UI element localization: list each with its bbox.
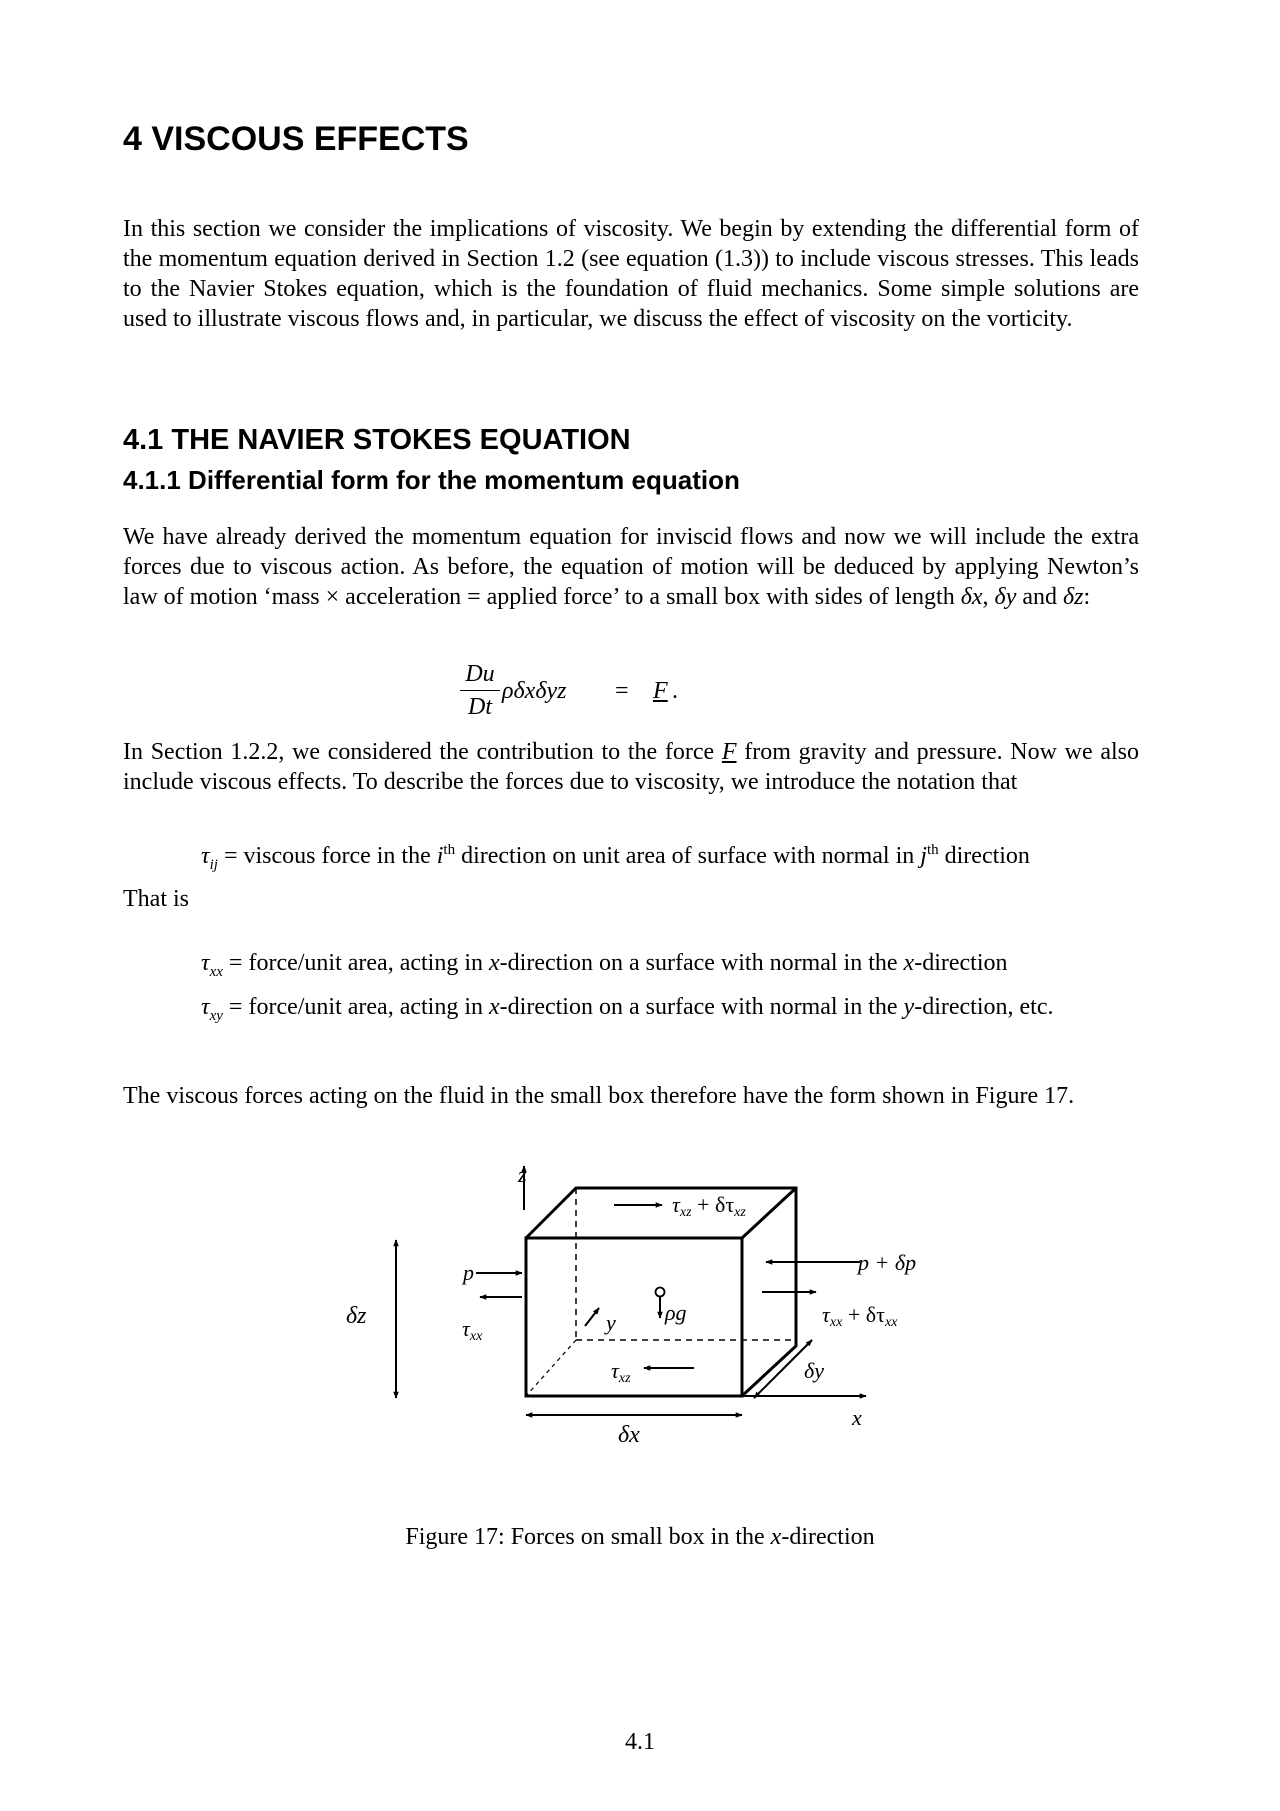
tau-subscript: xx xyxy=(829,1315,843,1330)
gravity-label: ρg xyxy=(665,1300,687,1325)
page-number: 4.1 xyxy=(625,1729,655,1755)
hidden-edge-diagonal xyxy=(526,1340,576,1396)
section-paragraph xyxy=(123,737,1139,797)
definition-text-1: = viscous force in the xyxy=(217,843,437,869)
example-tau-xy xyxy=(201,992,1053,1022)
momentum-text: We have already derived the momentum equation for inviscid flows and now we will include the extra forces due to viscous action. As before, the equation of motion will be deduced by applying Newton’s law of motion ‘mass × acceleration = applied force’ to a small box with sides of length xyxy=(123,524,1139,610)
tau-symbol: τ xyxy=(462,1316,470,1341)
eq-force: F xyxy=(653,678,668,704)
eq-equals: = xyxy=(615,678,629,704)
tau-symbol: τ xyxy=(201,994,210,1020)
increment-text: + δτ xyxy=(842,1302,885,1327)
fraction-bar xyxy=(460,690,500,691)
example-text-2: -direction on a surface with normal in the xyxy=(499,994,904,1020)
centre-of-mass-icon xyxy=(656,1288,665,1297)
bottom-shear-label xyxy=(611,1358,631,1386)
z-axis-label: z xyxy=(518,1162,527,1187)
box-drawing xyxy=(526,1188,796,1396)
box-front-face xyxy=(526,1238,742,1396)
tau-subscript: xy xyxy=(209,1007,223,1024)
caption-prefix: Figure 17: Forces on small box in the xyxy=(405,1524,771,1550)
momentum-equation xyxy=(460,660,720,726)
tau-symbol: τ xyxy=(201,950,210,976)
eq-numerator: Du xyxy=(465,661,495,687)
left-stress-label xyxy=(462,1316,483,1344)
separator: , xyxy=(982,584,995,610)
dz-label: δz xyxy=(346,1303,367,1329)
superscript-th: th xyxy=(443,842,456,858)
tau-subscript: xz xyxy=(734,1205,746,1220)
eq-denominator: Dt xyxy=(468,694,492,720)
variable: y xyxy=(903,994,915,1020)
tau-symbol: τ xyxy=(672,1192,680,1217)
variable: x xyxy=(489,950,500,976)
subsection-heading: 4.1.1 Differential form for the momentum equation xyxy=(123,465,740,495)
tau-symbol: τ xyxy=(822,1302,830,1327)
delta-y: δy xyxy=(994,584,1017,610)
figure-caption xyxy=(0,1524,1280,1551)
left-pressure-label: p xyxy=(463,1260,474,1285)
force-symbol: F xyxy=(721,739,737,765)
example-text-3: -direction, etc. xyxy=(914,994,1054,1020)
example-text-3: -direction xyxy=(914,950,1008,976)
right-pressure-label: p + δp xyxy=(858,1250,917,1275)
section-text-1: In Section 1.2.2, we considered the contribution to the force xyxy=(123,739,722,765)
that-is-label: That is xyxy=(123,886,189,912)
index-i: i xyxy=(436,843,444,869)
box-back-edges xyxy=(526,1188,796,1396)
section-heading: 4.1 THE NAVIER STOKES EQUATION xyxy=(123,424,631,456)
material-derivative-fraction xyxy=(460,660,500,721)
increment-text: + δτ xyxy=(691,1192,735,1217)
tau-symbol: τ xyxy=(201,843,210,869)
tau-subscript: xz xyxy=(679,1205,692,1220)
definition-text-3: direction xyxy=(938,843,1030,869)
example-tau-xx xyxy=(201,948,1008,978)
example-text-1: = force/unit area, acting in xyxy=(222,950,490,976)
variable: x xyxy=(489,994,500,1020)
index-j: j xyxy=(920,843,927,869)
right-stress-label xyxy=(822,1302,898,1330)
intro-paragraph: In this section we consider the implications of viscosity. We begin by extending the differential form of the momentum equation derived in Section 1.2 (see equation (1.3)) to include viscous stresses. This leads to the Navier Stokes equation, which is the foundation of fluid mechanics. Some simple solutions are used to illustrate viscous flows and, in particular, we discuss the effect of viscosity on the vorticity. xyxy=(123,216,1139,332)
example-text-2: -direction on a surface with normal in the xyxy=(499,950,904,976)
momentum-paragraph xyxy=(123,522,1139,612)
eq-mass-term: ρδxδyz xyxy=(502,678,567,704)
box-top-right-edge xyxy=(742,1188,796,1238)
tau-subscript: xx xyxy=(209,963,223,980)
delta-z: δz xyxy=(1063,584,1084,610)
and-word: and xyxy=(1016,584,1064,610)
variable: x xyxy=(903,950,915,976)
y-axis-label: y xyxy=(606,1310,616,1335)
caption-suffix: -direction xyxy=(781,1524,875,1550)
stress-definition xyxy=(201,841,1030,871)
tau-subscript: xx xyxy=(469,1329,483,1344)
example-text-1: = force/unit area, acting in xyxy=(222,994,490,1020)
box-paragraph: The viscous forces acting on the fluid in the small box therefore have the form shown in Figure 17. xyxy=(123,1083,1075,1109)
dx-label: δx xyxy=(618,1422,640,1448)
colon: : xyxy=(1083,584,1091,610)
tau-symbol: τ xyxy=(611,1358,619,1383)
definition-text-2: direction on unit area of surface with normal in xyxy=(455,843,921,869)
caption-variable: x xyxy=(770,1524,782,1550)
superscript-th: th xyxy=(926,842,939,858)
section-text-2: from gravity and pressure. Now we also include viscous effects. To describe the forces due to viscosity, we introduce the notation that xyxy=(123,739,1140,795)
delta-x: δx xyxy=(960,584,983,610)
tau-subscript: xx xyxy=(884,1315,898,1330)
tau-subscript: ij xyxy=(209,856,218,873)
dy-label: δy xyxy=(804,1358,824,1383)
x-axis-label: x xyxy=(852,1405,862,1430)
eq-period: . xyxy=(672,678,678,704)
chapter-heading: 4 VISCOUS EFFECTS xyxy=(123,120,469,158)
tau-subscript: xz xyxy=(618,1371,631,1386)
forces-diagram xyxy=(330,1160,950,1460)
y-axis-arrow xyxy=(585,1308,599,1326)
top-shear-label xyxy=(672,1192,746,1220)
